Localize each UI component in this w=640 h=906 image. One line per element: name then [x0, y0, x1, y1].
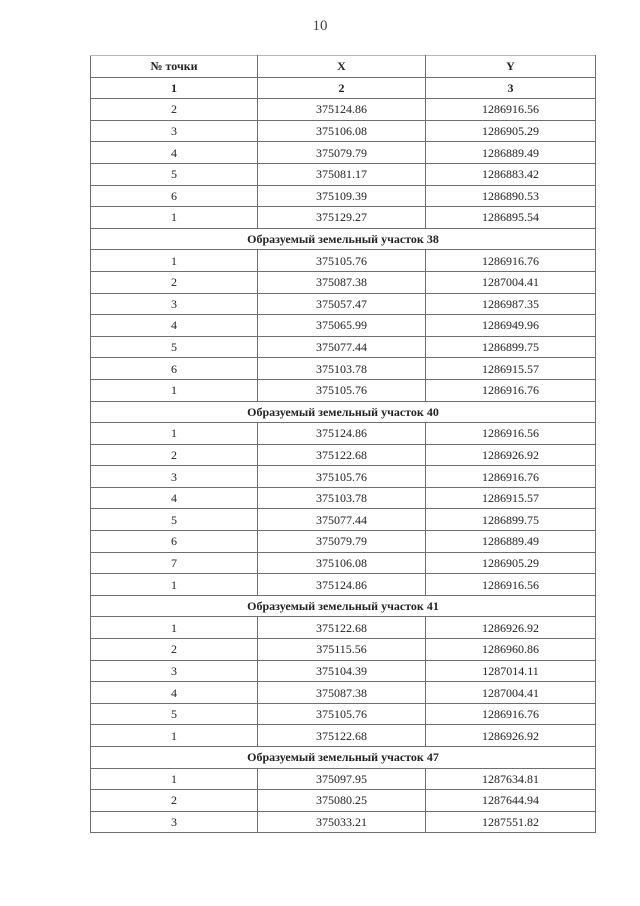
- y-cell: 1286915.57: [426, 358, 596, 380]
- point-number-cell: 5: [91, 703, 258, 725]
- point-number-cell: 1: [91, 250, 258, 272]
- y-cell: 1287551.82: [426, 811, 596, 833]
- point-number-cell: 2: [91, 790, 258, 812]
- y-cell: 1286926.92: [426, 444, 596, 466]
- point-number-cell: 3: [91, 466, 258, 488]
- y-cell: 1286960.86: [426, 639, 596, 661]
- point-number-cell: 7: [91, 552, 258, 574]
- point-number-cell: 3: [91, 293, 258, 315]
- y-cell: 1286899.75: [426, 509, 596, 531]
- point-number-cell: 4: [91, 487, 258, 509]
- x-cell: 375105.76: [258, 466, 426, 488]
- y-cell: 1286905.29: [426, 552, 596, 574]
- table-row: [91, 379, 596, 401]
- x-cell: 375106.08: [258, 120, 426, 142]
- y-cell: 1286926.92: [426, 617, 596, 639]
- x-cell: 375081.17: [258, 163, 426, 185]
- point-number-cell: 1: [91, 574, 258, 596]
- coordinates-table: [90, 55, 596, 833]
- table-row: [91, 444, 596, 466]
- table-row: [91, 423, 596, 445]
- x-cell: 375122.68: [258, 444, 426, 466]
- table-row: [91, 207, 596, 229]
- table-row: [91, 315, 596, 337]
- point-number-cell: 3: [91, 811, 258, 833]
- y-cell: 1286895.54: [426, 207, 596, 229]
- x-cell: 375122.68: [258, 725, 426, 747]
- column-number-row: [91, 77, 596, 99]
- point-number-cell: 3: [91, 120, 258, 142]
- table-row: [91, 358, 596, 380]
- x-cell: 375105.76: [258, 379, 426, 401]
- x-cell: 375097.95: [258, 768, 426, 790]
- point-number-cell: 4: [91, 315, 258, 337]
- y-cell: 1286916.76: [426, 379, 596, 401]
- point-number-cell: 6: [91, 185, 258, 207]
- x-cell: 375129.27: [258, 207, 426, 229]
- x-cell: 375115.56: [258, 639, 426, 661]
- point-number-cell: 6: [91, 531, 258, 553]
- point-number-cell: 6: [91, 358, 258, 380]
- y-cell: 1286890.53: [426, 185, 596, 207]
- section-title: Образуемый земельный участок 41: [91, 595, 596, 617]
- section-title-row: [91, 747, 596, 769]
- x-cell: 375124.86: [258, 423, 426, 445]
- table-header: [91, 56, 596, 99]
- y-cell: 1286987.35: [426, 293, 596, 315]
- section-title: Образуемый земельный участок 47: [91, 747, 596, 769]
- y-cell: 1286916.56: [426, 423, 596, 445]
- x-cell: 375065.99: [258, 315, 426, 337]
- point-number-cell: 2: [91, 639, 258, 661]
- table-row: [91, 639, 596, 661]
- table-row: [91, 682, 596, 704]
- y-cell: 1287004.41: [426, 682, 596, 704]
- y-cell: 1286915.57: [426, 487, 596, 509]
- y-cell: 1287634.81: [426, 768, 596, 790]
- point-number-cell: 4: [91, 142, 258, 164]
- y-cell: 1287004.41: [426, 271, 596, 293]
- x-cell: 375080.25: [258, 790, 426, 812]
- x-cell: 375122.68: [258, 617, 426, 639]
- point-number-cell: 5: [91, 336, 258, 358]
- point-number-cell: 1: [91, 725, 258, 747]
- table-row: [91, 163, 596, 185]
- y-cell: 1286916.76: [426, 466, 596, 488]
- y-cell: 1286926.92: [426, 725, 596, 747]
- point-number-cell: 4: [91, 682, 258, 704]
- y-cell: 1287644.94: [426, 790, 596, 812]
- x-cell: 375109.39: [258, 185, 426, 207]
- point-number-cell: 1: [91, 379, 258, 401]
- table-row: [91, 725, 596, 747]
- table-row: [91, 552, 596, 574]
- x-cell: 375105.76: [258, 703, 426, 725]
- point-number-cell: 1: [91, 617, 258, 639]
- table-row: [91, 811, 596, 833]
- y-cell: 1286889.49: [426, 531, 596, 553]
- y-cell: 1286916.56: [426, 99, 596, 121]
- section-title-row: [91, 228, 596, 250]
- y-cell: 1286949.96: [426, 315, 596, 337]
- table-row: [91, 574, 596, 596]
- table-row: [91, 790, 596, 812]
- x-cell: 375033.21: [258, 811, 426, 833]
- header-row: [91, 56, 596, 78]
- table-row: [91, 703, 596, 725]
- x-cell: 375077.44: [258, 509, 426, 531]
- point-number-cell: 2: [91, 99, 258, 121]
- table-row: [91, 336, 596, 358]
- table-row: [91, 660, 596, 682]
- section-title-row: [91, 401, 596, 423]
- column-number-3: 3: [426, 77, 596, 99]
- y-cell: 1286883.42: [426, 163, 596, 185]
- point-number-cell: 1: [91, 423, 258, 445]
- column-number-2: 2: [258, 77, 426, 99]
- header-point-number: № точки: [91, 56, 258, 78]
- point-number-cell: 1: [91, 207, 258, 229]
- y-cell: 1286916.56: [426, 574, 596, 596]
- table-body: [91, 99, 596, 833]
- y-cell: 1286916.76: [426, 703, 596, 725]
- point-number-cell: 2: [91, 444, 258, 466]
- section-title-row: [91, 595, 596, 617]
- y-cell: 1286889.49: [426, 142, 596, 164]
- section-title: Образуемый земельный участок 40: [91, 401, 596, 423]
- table-row: [91, 509, 596, 531]
- point-number-cell: 5: [91, 163, 258, 185]
- x-cell: 375104.39: [258, 660, 426, 682]
- page-number: 10: [312, 18, 328, 34]
- x-cell: 375103.78: [258, 358, 426, 380]
- x-cell: 375105.76: [258, 250, 426, 272]
- column-number-1: 1: [91, 77, 258, 99]
- y-cell: 1287014.11: [426, 660, 596, 682]
- x-cell: 375079.79: [258, 142, 426, 164]
- y-cell: 1286905.29: [426, 120, 596, 142]
- table-row: [91, 271, 596, 293]
- table-row: [91, 250, 596, 272]
- point-number-cell: 2: [91, 271, 258, 293]
- table-row: [91, 99, 596, 121]
- header-y: Y: [426, 56, 596, 78]
- table-row: [91, 617, 596, 639]
- x-cell: 375124.86: [258, 99, 426, 121]
- section-title: Образуемый земельный участок 38: [91, 228, 596, 250]
- table-row: [91, 142, 596, 164]
- point-number-cell: 5: [91, 509, 258, 531]
- y-cell: 1286916.76: [426, 250, 596, 272]
- header-x: X: [258, 56, 426, 78]
- x-cell: 375106.08: [258, 552, 426, 574]
- table-row: [91, 185, 596, 207]
- point-number-cell: 1: [91, 768, 258, 790]
- x-cell: 375124.86: [258, 574, 426, 596]
- table-row: [91, 466, 596, 488]
- table-row: [91, 768, 596, 790]
- table-row: [91, 120, 596, 142]
- point-number-cell: 3: [91, 660, 258, 682]
- x-cell: 375079.79: [258, 531, 426, 553]
- x-cell: 375103.78: [258, 487, 426, 509]
- x-cell: 375087.38: [258, 271, 426, 293]
- x-cell: 375057.47: [258, 293, 426, 315]
- table-row: [91, 487, 596, 509]
- x-cell: 375087.38: [258, 682, 426, 704]
- table-row: [91, 293, 596, 315]
- table-row: [91, 531, 596, 553]
- x-cell: 375077.44: [258, 336, 426, 358]
- y-cell: 1286899.75: [426, 336, 596, 358]
